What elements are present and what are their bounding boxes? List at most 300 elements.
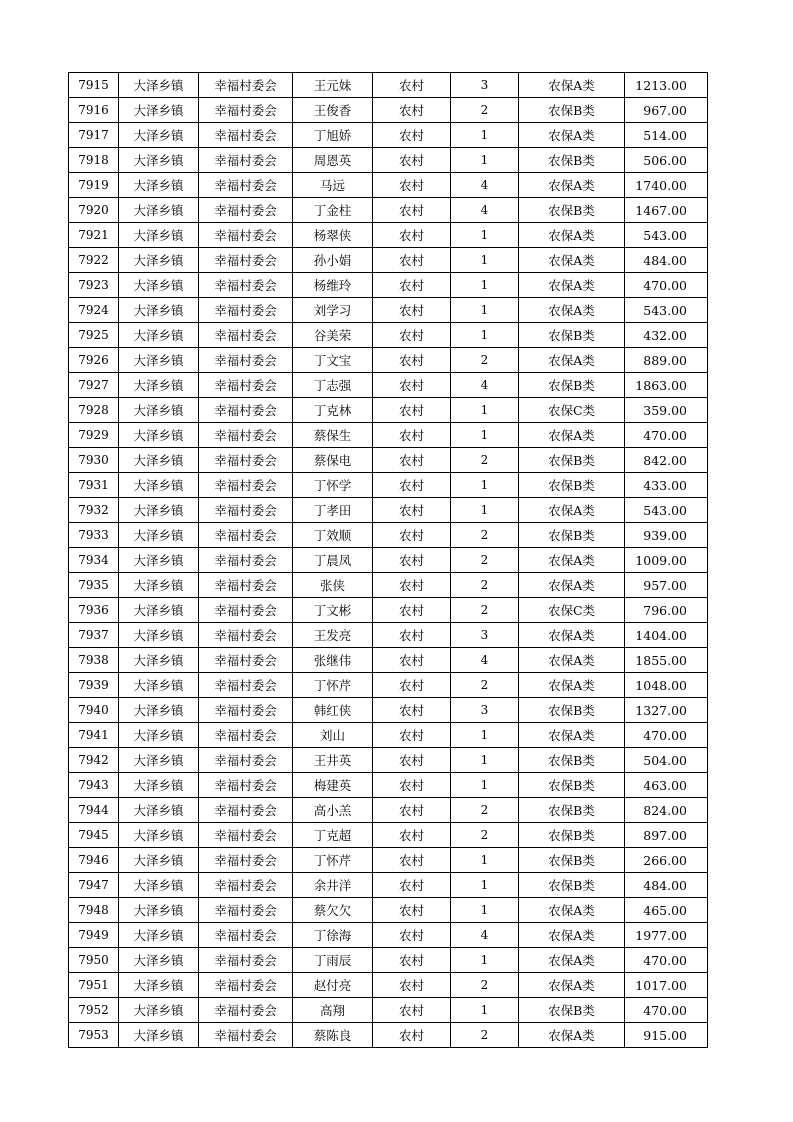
category-cell: 农保A类 <box>519 173 625 198</box>
amount-cell: 1977.00 <box>625 923 708 948</box>
table-row <box>69 773 708 798</box>
township-cell: 大泽乡镇 <box>119 248 199 273</box>
table-row <box>69 873 708 898</box>
table-row <box>69 473 708 498</box>
name-cell: 杨维玲 <box>293 273 373 298</box>
household-size-cell: 1 <box>451 273 519 298</box>
village-committee-cell: 幸福村委会 <box>199 873 293 898</box>
amount-cell: 939.00 <box>625 523 708 548</box>
household-size-cell: 1 <box>451 723 519 748</box>
village-committee-cell: 幸福村委会 <box>199 273 293 298</box>
township-cell: 大泽乡镇 <box>119 898 199 923</box>
township-cell: 大泽乡镇 <box>119 773 199 798</box>
name-cell: 杨翠侠 <box>293 223 373 248</box>
category-cell: 农保B类 <box>519 798 625 823</box>
household-size-cell: 2 <box>451 1023 519 1048</box>
village-committee-cell: 幸福村委会 <box>199 373 293 398</box>
township-cell: 大泽乡镇 <box>119 848 199 873</box>
serial-cell: 7934 <box>69 548 119 573</box>
township-cell: 大泽乡镇 <box>119 598 199 623</box>
serial-cell: 7926 <box>69 348 119 373</box>
amount-cell: 824.00 <box>625 798 708 823</box>
category-cell: 农保A类 <box>519 898 625 923</box>
village-committee-cell: 幸福村委会 <box>199 1023 293 1048</box>
serial-cell: 7918 <box>69 148 119 173</box>
village-committee-cell: 幸福村委会 <box>199 323 293 348</box>
category-cell: 农保A类 <box>519 973 625 998</box>
household-size-cell: 1 <box>451 848 519 873</box>
category-cell: 农保B类 <box>519 523 625 548</box>
household-size-cell: 1 <box>451 323 519 348</box>
name-cell: 蔡陈良 <box>293 1023 373 1048</box>
household-size-cell: 1 <box>451 298 519 323</box>
category-cell: 农保B类 <box>519 198 625 223</box>
serial-cell: 7930 <box>69 448 119 473</box>
table-row <box>69 573 708 598</box>
table-row <box>69 948 708 973</box>
village-committee-cell: 幸福村委会 <box>199 923 293 948</box>
name-cell: 王发亮 <box>293 623 373 648</box>
serial-cell: 7931 <box>69 473 119 498</box>
township-cell: 大泽乡镇 <box>119 723 199 748</box>
name-cell: 马远 <box>293 173 373 198</box>
name-cell: 丁克超 <box>293 823 373 848</box>
village-committee-cell: 幸福村委会 <box>199 173 293 198</box>
serial-cell: 7920 <box>69 198 119 223</box>
area-type-cell: 农村 <box>373 598 451 623</box>
name-cell: 张侠 <box>293 573 373 598</box>
amount-cell: 967.00 <box>625 98 708 123</box>
category-cell: 农保A类 <box>519 623 625 648</box>
household-size-cell: 4 <box>451 373 519 398</box>
area-type-cell: 农村 <box>373 998 451 1023</box>
name-cell: 丁怀芹 <box>293 848 373 873</box>
name-cell: 高小羔 <box>293 798 373 823</box>
township-cell: 大泽乡镇 <box>119 173 199 198</box>
amount-cell: 470.00 <box>625 723 708 748</box>
amount-cell: 266.00 <box>625 848 708 873</box>
village-committee-cell: 幸福村委会 <box>199 298 293 323</box>
serial-cell: 7952 <box>69 998 119 1023</box>
village-committee-cell: 幸福村委会 <box>199 823 293 848</box>
area-type-cell: 农村 <box>373 748 451 773</box>
area-type-cell: 农村 <box>373 1023 451 1048</box>
name-cell: 余井洋 <box>293 873 373 898</box>
serial-cell: 7922 <box>69 248 119 273</box>
household-size-cell: 2 <box>451 798 519 823</box>
household-size-cell: 4 <box>451 173 519 198</box>
name-cell: 丁效顺 <box>293 523 373 548</box>
village-committee-cell: 幸福村委会 <box>199 98 293 123</box>
village-committee-cell: 幸福村委会 <box>199 223 293 248</box>
area-type-cell: 农村 <box>373 423 451 448</box>
amount-cell: 1017.00 <box>625 973 708 998</box>
household-size-cell: 3 <box>451 623 519 648</box>
household-size-cell: 2 <box>451 523 519 548</box>
village-committee-cell: 幸福村委会 <box>199 973 293 998</box>
township-cell: 大泽乡镇 <box>119 998 199 1023</box>
area-type-cell: 农村 <box>373 198 451 223</box>
township-cell: 大泽乡镇 <box>119 873 199 898</box>
amount-cell: 1863.00 <box>625 373 708 398</box>
serial-cell: 7948 <box>69 898 119 923</box>
serial-cell: 7919 <box>69 173 119 198</box>
amount-cell: 915.00 <box>625 1023 708 1048</box>
township-cell: 大泽乡镇 <box>119 198 199 223</box>
township-cell: 大泽乡镇 <box>119 573 199 598</box>
amount-cell: 484.00 <box>625 873 708 898</box>
area-type-cell: 农村 <box>373 648 451 673</box>
name-cell: 刘学习 <box>293 298 373 323</box>
household-size-cell: 4 <box>451 648 519 673</box>
area-type-cell: 农村 <box>373 473 451 498</box>
serial-cell: 7938 <box>69 648 119 673</box>
table-row <box>69 623 708 648</box>
table-row <box>69 323 708 348</box>
table-row <box>69 98 708 123</box>
household-size-cell: 1 <box>451 748 519 773</box>
village-committee-cell: 幸福村委会 <box>199 198 293 223</box>
name-cell: 丁金柱 <box>293 198 373 223</box>
amount-cell: 1404.00 <box>625 623 708 648</box>
area-type-cell: 农村 <box>373 773 451 798</box>
household-size-cell: 2 <box>451 448 519 473</box>
category-cell: 农保C类 <box>519 598 625 623</box>
township-cell: 大泽乡镇 <box>119 673 199 698</box>
township-cell: 大泽乡镇 <box>119 798 199 823</box>
village-committee-cell: 幸福村委会 <box>199 748 293 773</box>
area-type-cell: 农村 <box>373 698 451 723</box>
table-row <box>69 498 708 523</box>
name-cell: 王元妹 <box>293 73 373 98</box>
name-cell: 赵付亮 <box>293 973 373 998</box>
township-cell: 大泽乡镇 <box>119 298 199 323</box>
amount-cell: 1009.00 <box>625 548 708 573</box>
township-cell: 大泽乡镇 <box>119 473 199 498</box>
household-size-cell: 2 <box>451 973 519 998</box>
category-cell: 农保A类 <box>519 423 625 448</box>
area-type-cell: 农村 <box>373 898 451 923</box>
table-row <box>69 273 708 298</box>
village-committee-cell: 幸福村委会 <box>199 348 293 373</box>
township-cell: 大泽乡镇 <box>119 73 199 98</box>
village-committee-cell: 幸福村委会 <box>199 548 293 573</box>
village-committee-cell: 幸福村委会 <box>199 898 293 923</box>
amount-cell: 1048.00 <box>625 673 708 698</box>
serial-cell: 7932 <box>69 498 119 523</box>
name-cell: 高翔 <box>293 998 373 1023</box>
name-cell: 丁文彬 <box>293 598 373 623</box>
area-type-cell: 农村 <box>373 73 451 98</box>
amount-cell: 543.00 <box>625 298 708 323</box>
amount-cell: 504.00 <box>625 748 708 773</box>
amount-cell: 1740.00 <box>625 173 708 198</box>
name-cell: 刘山 <box>293 723 373 748</box>
area-type-cell: 农村 <box>373 923 451 948</box>
name-cell: 丁怀学 <box>293 473 373 498</box>
table-row <box>69 973 708 998</box>
records-table <box>68 72 708 1048</box>
township-cell: 大泽乡镇 <box>119 398 199 423</box>
area-type-cell: 农村 <box>373 373 451 398</box>
area-type-cell: 农村 <box>373 298 451 323</box>
name-cell: 孙小娟 <box>293 248 373 273</box>
amount-cell: 1855.00 <box>625 648 708 673</box>
table-row <box>69 248 708 273</box>
serial-cell: 7928 <box>69 398 119 423</box>
category-cell: 农保B类 <box>519 773 625 798</box>
table-row <box>69 598 708 623</box>
area-type-cell: 农村 <box>373 848 451 873</box>
area-type-cell: 农村 <box>373 123 451 148</box>
serial-cell: 7924 <box>69 298 119 323</box>
village-committee-cell: 幸福村委会 <box>199 623 293 648</box>
category-cell: 农保B类 <box>519 448 625 473</box>
township-cell: 大泽乡镇 <box>119 323 199 348</box>
category-cell: 农保B类 <box>519 848 625 873</box>
household-size-cell: 1 <box>451 148 519 173</box>
township-cell: 大泽乡镇 <box>119 948 199 973</box>
category-cell: 农保B类 <box>519 998 625 1023</box>
category-cell: 农保A类 <box>519 73 625 98</box>
category-cell: 农保A类 <box>519 223 625 248</box>
name-cell: 丁文宝 <box>293 348 373 373</box>
category-cell: 农保B类 <box>519 98 625 123</box>
area-type-cell: 农村 <box>373 498 451 523</box>
category-cell: 农保B类 <box>519 823 625 848</box>
household-size-cell: 1 <box>451 248 519 273</box>
village-committee-cell: 幸福村委会 <box>199 123 293 148</box>
township-cell: 大泽乡镇 <box>119 448 199 473</box>
serial-cell: 7953 <box>69 1023 119 1048</box>
village-committee-cell: 幸福村委会 <box>199 573 293 598</box>
name-cell: 王俊香 <box>293 98 373 123</box>
category-cell: 农保B类 <box>519 698 625 723</box>
village-committee-cell: 幸福村委会 <box>199 773 293 798</box>
household-size-cell: 2 <box>451 548 519 573</box>
serial-cell: 7940 <box>69 698 119 723</box>
name-cell: 丁晨凤 <box>293 548 373 573</box>
village-committee-cell: 幸福村委会 <box>199 148 293 173</box>
name-cell: 韩红侠 <box>293 698 373 723</box>
village-committee-cell: 幸福村委会 <box>199 648 293 673</box>
category-cell: 农保B类 <box>519 148 625 173</box>
category-cell: 农保A类 <box>519 123 625 148</box>
category-cell: 农保A类 <box>519 723 625 748</box>
serial-cell: 7950 <box>69 948 119 973</box>
name-cell: 丁孝田 <box>293 498 373 523</box>
serial-cell: 7933 <box>69 523 119 548</box>
table-row <box>69 723 708 748</box>
amount-cell: 1327.00 <box>625 698 708 723</box>
household-size-cell: 1 <box>451 223 519 248</box>
serial-cell: 7917 <box>69 123 119 148</box>
table-row <box>69 998 708 1023</box>
category-cell: 农保B类 <box>519 473 625 498</box>
area-type-cell: 农村 <box>373 548 451 573</box>
village-committee-cell: 幸福村委会 <box>199 948 293 973</box>
village-committee-cell: 幸福村委会 <box>199 523 293 548</box>
serial-cell: 7947 <box>69 873 119 898</box>
area-type-cell: 农村 <box>373 148 451 173</box>
category-cell: 农保B类 <box>519 323 625 348</box>
table-row <box>69 398 708 423</box>
township-cell: 大泽乡镇 <box>119 1023 199 1048</box>
category-cell: 农保A类 <box>519 273 625 298</box>
area-type-cell: 农村 <box>373 323 451 348</box>
township-cell: 大泽乡镇 <box>119 123 199 148</box>
township-cell: 大泽乡镇 <box>119 348 199 373</box>
village-committee-cell: 幸福村委会 <box>199 73 293 98</box>
serial-cell: 7915 <box>69 73 119 98</box>
amount-cell: 465.00 <box>625 898 708 923</box>
village-committee-cell: 幸福村委会 <box>199 798 293 823</box>
village-committee-cell: 幸福村委会 <box>199 473 293 498</box>
area-type-cell: 农村 <box>373 973 451 998</box>
area-type-cell: 农村 <box>373 798 451 823</box>
name-cell: 王井英 <box>293 748 373 773</box>
household-size-cell: 2 <box>451 348 519 373</box>
area-type-cell: 农村 <box>373 348 451 373</box>
household-size-cell: 4 <box>451 198 519 223</box>
area-type-cell: 农村 <box>373 723 451 748</box>
amount-cell: 470.00 <box>625 273 708 298</box>
amount-cell: 889.00 <box>625 348 708 373</box>
area-type-cell: 农村 <box>373 523 451 548</box>
township-cell: 大泽乡镇 <box>119 648 199 673</box>
category-cell: 农保A类 <box>519 648 625 673</box>
township-cell: 大泽乡镇 <box>119 823 199 848</box>
township-cell: 大泽乡镇 <box>119 548 199 573</box>
household-size-cell: 2 <box>451 823 519 848</box>
serial-cell: 7923 <box>69 273 119 298</box>
amount-cell: 470.00 <box>625 948 708 973</box>
table-row <box>69 673 708 698</box>
village-committee-cell: 幸福村委会 <box>199 723 293 748</box>
name-cell: 谷美荣 <box>293 323 373 348</box>
village-committee-cell: 幸福村委会 <box>199 673 293 698</box>
name-cell: 蔡保生 <box>293 423 373 448</box>
table-row <box>69 898 708 923</box>
table-row <box>69 73 708 98</box>
area-type-cell: 农村 <box>373 273 451 298</box>
amount-cell: 1467.00 <box>625 198 708 223</box>
village-committee-cell: 幸福村委会 <box>199 998 293 1023</box>
category-cell: 农保A类 <box>519 548 625 573</box>
table-row <box>69 923 708 948</box>
township-cell: 大泽乡镇 <box>119 498 199 523</box>
category-cell: 农保A类 <box>519 948 625 973</box>
name-cell: 丁怀芹 <box>293 673 373 698</box>
amount-cell: 359.00 <box>625 398 708 423</box>
area-type-cell: 农村 <box>373 623 451 648</box>
category-cell: 农保C类 <box>519 398 625 423</box>
household-size-cell: 1 <box>451 123 519 148</box>
serial-cell: 7916 <box>69 98 119 123</box>
amount-cell: 543.00 <box>625 223 708 248</box>
township-cell: 大泽乡镇 <box>119 748 199 773</box>
household-size-cell: 3 <box>451 73 519 98</box>
serial-cell: 7927 <box>69 373 119 398</box>
village-committee-cell: 幸福村委会 <box>199 848 293 873</box>
table-row <box>69 1023 708 1048</box>
category-cell: 农保A类 <box>519 573 625 598</box>
household-size-cell: 2 <box>451 598 519 623</box>
amount-cell: 470.00 <box>625 998 708 1023</box>
category-cell: 农保A类 <box>519 923 625 948</box>
table-row <box>69 198 708 223</box>
household-size-cell: 2 <box>451 98 519 123</box>
area-type-cell: 农村 <box>373 823 451 848</box>
household-size-cell: 1 <box>451 898 519 923</box>
amount-cell: 842.00 <box>625 448 708 473</box>
township-cell: 大泽乡镇 <box>119 273 199 298</box>
household-size-cell: 1 <box>451 873 519 898</box>
name-cell: 梅建英 <box>293 773 373 798</box>
serial-cell: 7949 <box>69 923 119 948</box>
name-cell: 张继伟 <box>293 648 373 673</box>
village-committee-cell: 幸福村委会 <box>199 398 293 423</box>
table-row <box>69 448 708 473</box>
township-cell: 大泽乡镇 <box>119 523 199 548</box>
serial-cell: 7946 <box>69 848 119 873</box>
serial-cell: 7921 <box>69 223 119 248</box>
village-committee-cell: 幸福村委会 <box>199 698 293 723</box>
village-committee-cell: 幸福村委会 <box>199 423 293 448</box>
area-type-cell: 农村 <box>373 673 451 698</box>
amount-cell: 432.00 <box>625 323 708 348</box>
category-cell: 农保A类 <box>519 1023 625 1048</box>
household-size-cell: 2 <box>451 673 519 698</box>
table-row <box>69 698 708 723</box>
area-type-cell: 农村 <box>373 448 451 473</box>
table-row <box>69 123 708 148</box>
category-cell: 农保B类 <box>519 373 625 398</box>
name-cell: 蔡欠欠 <box>293 898 373 923</box>
category-cell: 农保A类 <box>519 498 625 523</box>
serial-cell: 7939 <box>69 673 119 698</box>
table-row <box>69 798 708 823</box>
serial-cell: 7937 <box>69 623 119 648</box>
name-cell: 丁徐海 <box>293 923 373 948</box>
amount-cell: 543.00 <box>625 498 708 523</box>
amount-cell: 484.00 <box>625 248 708 273</box>
name-cell: 周恩英 <box>293 148 373 173</box>
name-cell: 丁旭娇 <box>293 123 373 148</box>
household-size-cell: 2 <box>451 573 519 598</box>
serial-cell: 7935 <box>69 573 119 598</box>
village-committee-cell: 幸福村委会 <box>199 248 293 273</box>
township-cell: 大泽乡镇 <box>119 223 199 248</box>
area-type-cell: 农村 <box>373 248 451 273</box>
table-row <box>69 148 708 173</box>
name-cell: 丁志强 <box>293 373 373 398</box>
area-type-cell: 农村 <box>373 173 451 198</box>
household-size-cell: 1 <box>451 398 519 423</box>
amount-cell: 506.00 <box>625 148 708 173</box>
area-type-cell: 农村 <box>373 398 451 423</box>
table-row <box>69 223 708 248</box>
township-cell: 大泽乡镇 <box>119 973 199 998</box>
amount-cell: 957.00 <box>625 573 708 598</box>
name-cell: 丁雨辰 <box>293 948 373 973</box>
category-cell: 农保A类 <box>519 348 625 373</box>
household-size-cell: 1 <box>451 473 519 498</box>
serial-cell: 7941 <box>69 723 119 748</box>
household-size-cell: 4 <box>451 923 519 948</box>
category-cell: 农保A类 <box>519 673 625 698</box>
table-row <box>69 823 708 848</box>
